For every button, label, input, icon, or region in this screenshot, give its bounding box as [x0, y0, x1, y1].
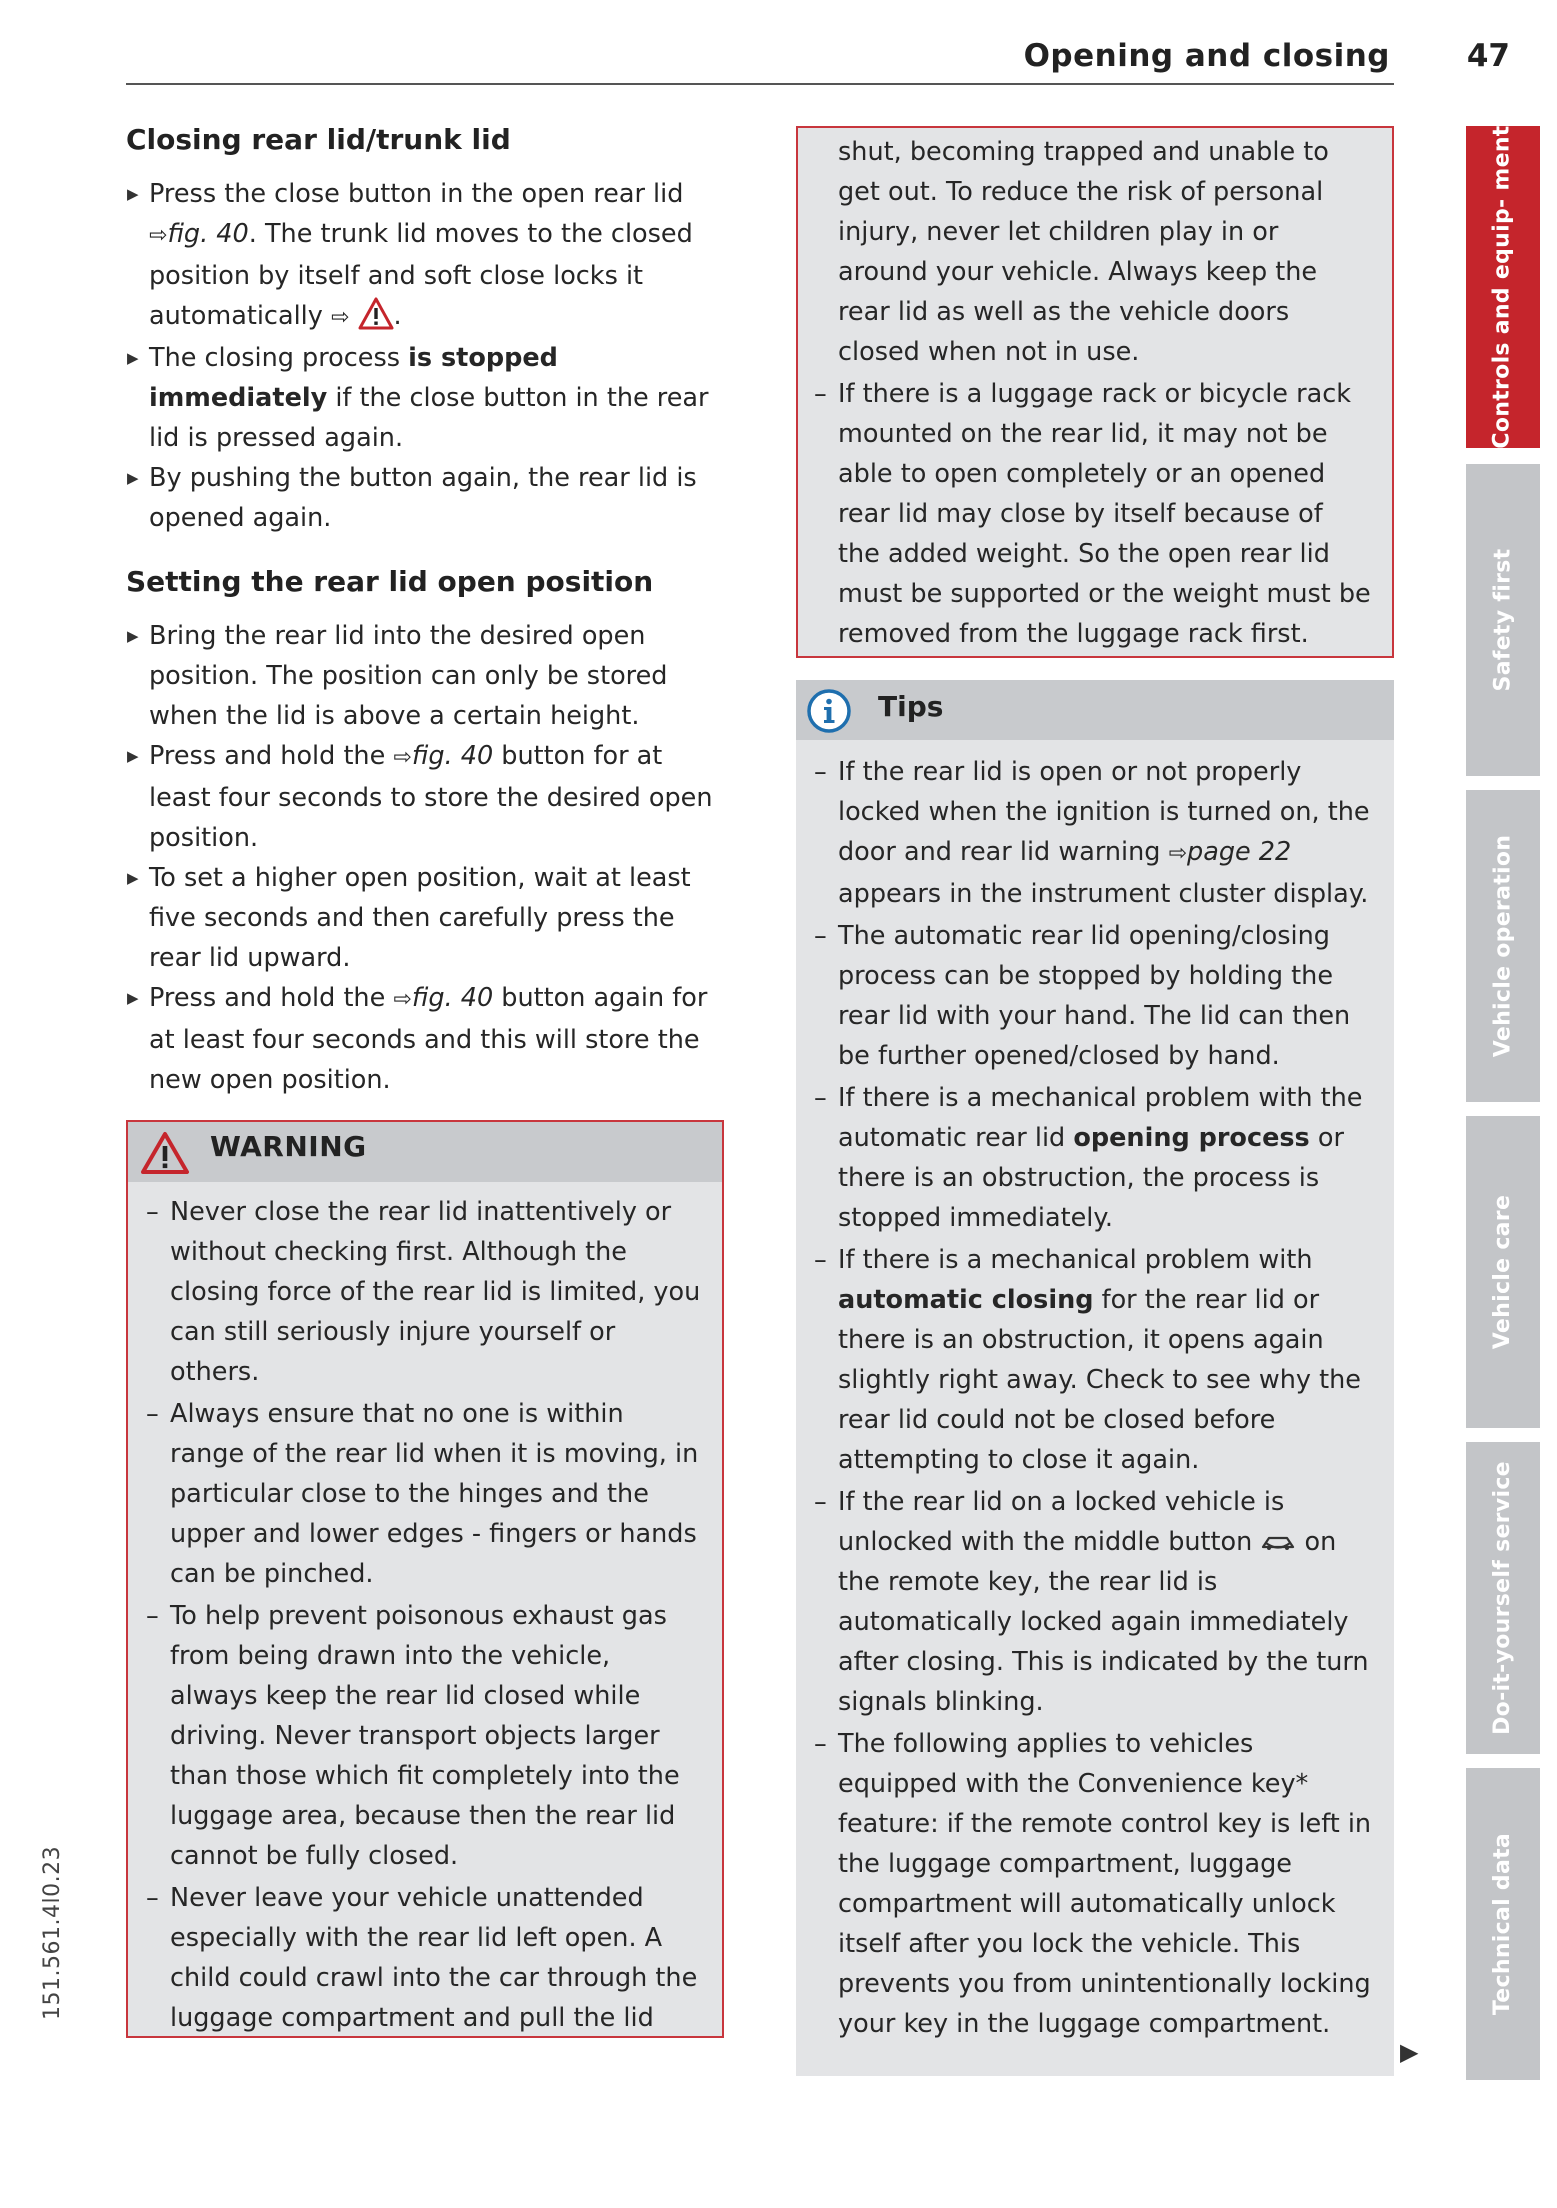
list-item: – The automatic rear lid opening/closing process can be stopped by holding the rear lid with your hand. The lid can then be further opened/closed by hand. — [814, 921, 1351, 1071]
trunk-button-icon — [1260, 1525, 1296, 1547]
warning-continued-text: shut, becoming trapped and unable to get out. To reduce the risk of personal injury, never let children play in or around your vehicle. Always keep the rear lid as well as the vehicle doors closed when not in use. — [838, 137, 1329, 367]
list-item: – Never close the rear lid inattentively or without checking first. Although the closing force of the rear lid is limited, you can still seriously injure yourself or others. — [146, 1197, 701, 1387]
side-tab-technical-data[interactable]: Technical data — [1466, 1768, 1540, 2080]
figure-reference-link[interactable]: ⇨fig. 40 — [149, 219, 249, 249]
side-tab-controls[interactable]: Controls and equip- ment — [1466, 126, 1540, 448]
list-item: – Always ensure that no one is within range of the rear lid when it is moving, in particular close to the hinges and the upper and lower edges - fingers or hands can be pinched. — [146, 1399, 699, 1589]
warning-continued-list — [814, 374, 1372, 654]
list-item: ▶ The closing process is stopped immediately if the close button in the rear lid is pressed again. — [126, 338, 726, 458]
list-item: ▶ Press and hold the ⇨fig. 40 button again for at least four seconds and this will store the new open position. — [126, 978, 726, 1100]
section-heading-closing: Closing rear lid/trunk lid — [126, 123, 511, 156]
emphasis-text: opening process — [1073, 1123, 1310, 1153]
warning-header — [128, 1122, 722, 1182]
warning-box — [126, 1120, 724, 2038]
next-page-triangle-icon[interactable]: ▶ — [1400, 2038, 1419, 2066]
tips-box — [796, 680, 1394, 2076]
bullet-triangle-icon: ▶ — [127, 469, 139, 487]
list-item: – Never leave your vehicle unattended especially with the rear lid left open. A child could crawl into the car through the luggage compartment and pull the lid — [146, 1883, 698, 2033]
bullet-triangle-icon: ▶ — [127, 989, 139, 1007]
list-item: – If the rear lid is open or not properly locked when the ignition is turned on, the door and rear lid warning ⇨page 22 appears in the instrument cluster display. — [814, 757, 1370, 909]
list-item: – If there is a mechanical problem with the automatic rear lid opening process or there is an obstruction, the process is stopped immediately. — [814, 1083, 1363, 1233]
open-position-steps — [126, 616, 726, 1100]
closing-steps — [126, 174, 726, 538]
side-tab-vehicle-operation[interactable]: Vehicle operation — [1466, 790, 1540, 1102]
list-item: – If there is a mechanical problem with automatic closing for the rear lid or there is an obstruction, it opens again slightly right away. Check to see why the rear lid could not be closed before attempting to close it again. — [814, 1245, 1361, 1475]
list-item: – To help prevent poisonous exhaust gas from being drawn into the vehicle, always keep the rear lid closed while driving. Never transport objects larger than those which fit completely into the luggage area, because then the rear lid cannot be fully closed. — [146, 1601, 680, 1871]
tips-label: Tips — [878, 690, 944, 723]
document-code: 151.561.4l0.23 — [40, 1845, 65, 2020]
emphasis-text: automatic closing — [838, 1285, 1094, 1315]
side-tab-vehicle-care[interactable]: Vehicle care — [1466, 1116, 1540, 1428]
list-item: ▶ To set a higher open position, wait at least five seconds and then carefully press the rear lid upward. — [126, 858, 726, 978]
side-tab-safety[interactable]: Safety first — [1466, 464, 1540, 776]
list-item: ▶ By pushing the button again, the rear lid is opened again. — [126, 458, 726, 538]
warning-label: WARNING — [210, 1130, 367, 1163]
warning-list — [146, 1192, 702, 2038]
list-item: ▶ Press and hold the ⇨fig. 40 button for at least four seconds to store the desired open position. — [126, 736, 726, 858]
header-rule — [126, 83, 1394, 85]
arrow-right-icon: ⇨ — [149, 223, 168, 248]
bullet-triangle-icon: ▶ — [127, 627, 139, 645]
figure-reference-link[interactable]: ⇨fig. 40 — [393, 983, 494, 1013]
arrow-right-icon: ⇨ — [1168, 841, 1188, 866]
warning-triangle-icon — [140, 1131, 190, 1175]
page-reference-link[interactable]: ⇨page 22 — [1168, 837, 1292, 867]
bullet-triangle-icon: ▶ — [127, 869, 139, 887]
page-number: 47 — [1466, 38, 1510, 74]
bullet-triangle-icon: ▶ — [127, 747, 139, 765]
tips-header — [796, 680, 1394, 740]
list-item: – The following applies to vehicles equipped with the Convenience key* feature: if the remote control key is left in the luggage compartment, luggage compartment will automatically unlock itself after you lock the vehicle. This prevents you from unintentionally locking your key in the luggage compartment. — [814, 1729, 1372, 2039]
arrow-right-icon: ⇨ — [393, 745, 412, 770]
bullet-triangle-icon: ▶ — [127, 185, 139, 203]
tips-list — [814, 752, 1376, 2044]
list-item: – If there is a luggage rack or bicycle rack mounted on the rear lid, it may not be able to open completely or an opened rear lid may close by itself because of the added weight. So the open rear lid must be supported or the weight must be removed from the luggage rack first. — [814, 379, 1371, 649]
info-icon — [806, 688, 852, 734]
emphasis-text: is stopped immediately — [149, 343, 558, 413]
left-column — [126, 120, 726, 1100]
section-heading-open-position: Setting the rear lid open position — [126, 565, 654, 598]
list-item: ▶ Press the close button in the open rear lid ⇨fig. 40. The trunk lid moves to the closed position by itself and soft close locks it automatically ⇨ . — [126, 174, 726, 338]
list-item: – If the rear lid on a locked vehicle is unlocked with the middle button on the remote key, the rear lid is automatically locked again immediately after closing. This is indicated by the turn signals blinking. — [814, 1487, 1369, 1717]
right-column — [796, 126, 1394, 2076]
warning-triangle-icon[interactable] — [358, 297, 394, 331]
arrow-right-icon: ⇨ — [393, 987, 412, 1012]
page-header-title: Opening and closing — [1023, 38, 1390, 74]
warning-continued-box — [796, 126, 1394, 658]
figure-reference-link[interactable]: ⇨fig. 40 — [393, 741, 494, 771]
bullet-triangle-icon: ▶ — [127, 349, 139, 367]
side-tab-diy-service[interactable]: Do-it-yourself service — [1466, 1442, 1540, 1754]
arrow-right-icon: ⇨ — [330, 305, 350, 330]
list-item: ▶ Bring the rear lid into the desired open position. The position can only be stored when the lid is above a certain height. — [126, 616, 726, 736]
